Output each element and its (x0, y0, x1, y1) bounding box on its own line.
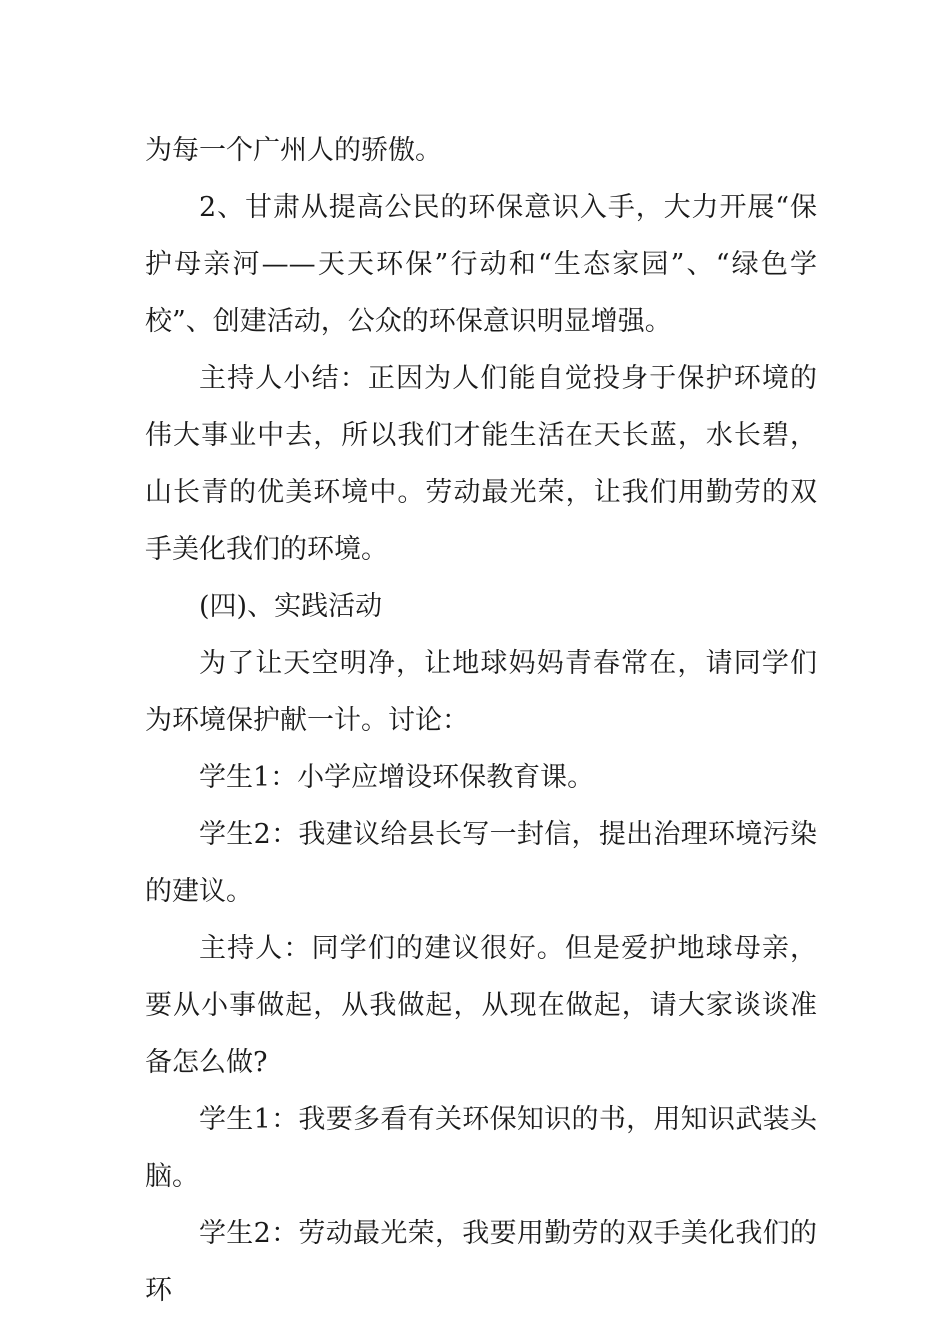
paragraph-student-2-suggestion: 学生2：我建议给县长写一封信，提出治理环境污染的建议。 (145, 819, 817, 907)
document-body (145, 122, 817, 1319)
paragraph-continuation: 为每一个广州人的骄傲。 (145, 135, 442, 166)
paragraph-host-response: 主持人：同学们的建议很好。但是爱护地球母亲，要从小事做起，从我做起，从现在做起，请大家谈谈准备怎么做? (145, 933, 817, 1078)
paragraph-student-2-plan: 学生2：劳动最光荣，我要用勤劳的双手美化我们的环 (145, 1218, 817, 1306)
paragraph-student-1-plan: 学生1：我要多看有关环保知识的书，用知识武装头脑。 (145, 1104, 817, 1192)
paragraph-host-summary: 主持人小结：正因为人们能自觉投身于保护环境的伟大事业中去，所以我们才能生活在天长蓝，水长碧，山长青的优美环境中。劳动最光荣，让我们用勤劳的双手美化我们的环境。 (145, 363, 817, 565)
paragraph-gansu-example: 2、甘肃从提高公民的环保意识入手，大力开展“保护母亲河——天天环保”行动和“生态家园”、“绿色学校”、创建活动，公众的环保意识明显增强。 (145, 192, 817, 337)
section-heading-practice: (四)、实践活动 (199, 591, 383, 622)
paragraph-student-1-suggestion: 学生1：小学应增设环保教育课。 (199, 762, 595, 793)
paragraph-discussion-intro: 为了让天空明净，让地球妈妈青春常在，请同学们为环境保护献一计。讨论： (145, 648, 817, 736)
